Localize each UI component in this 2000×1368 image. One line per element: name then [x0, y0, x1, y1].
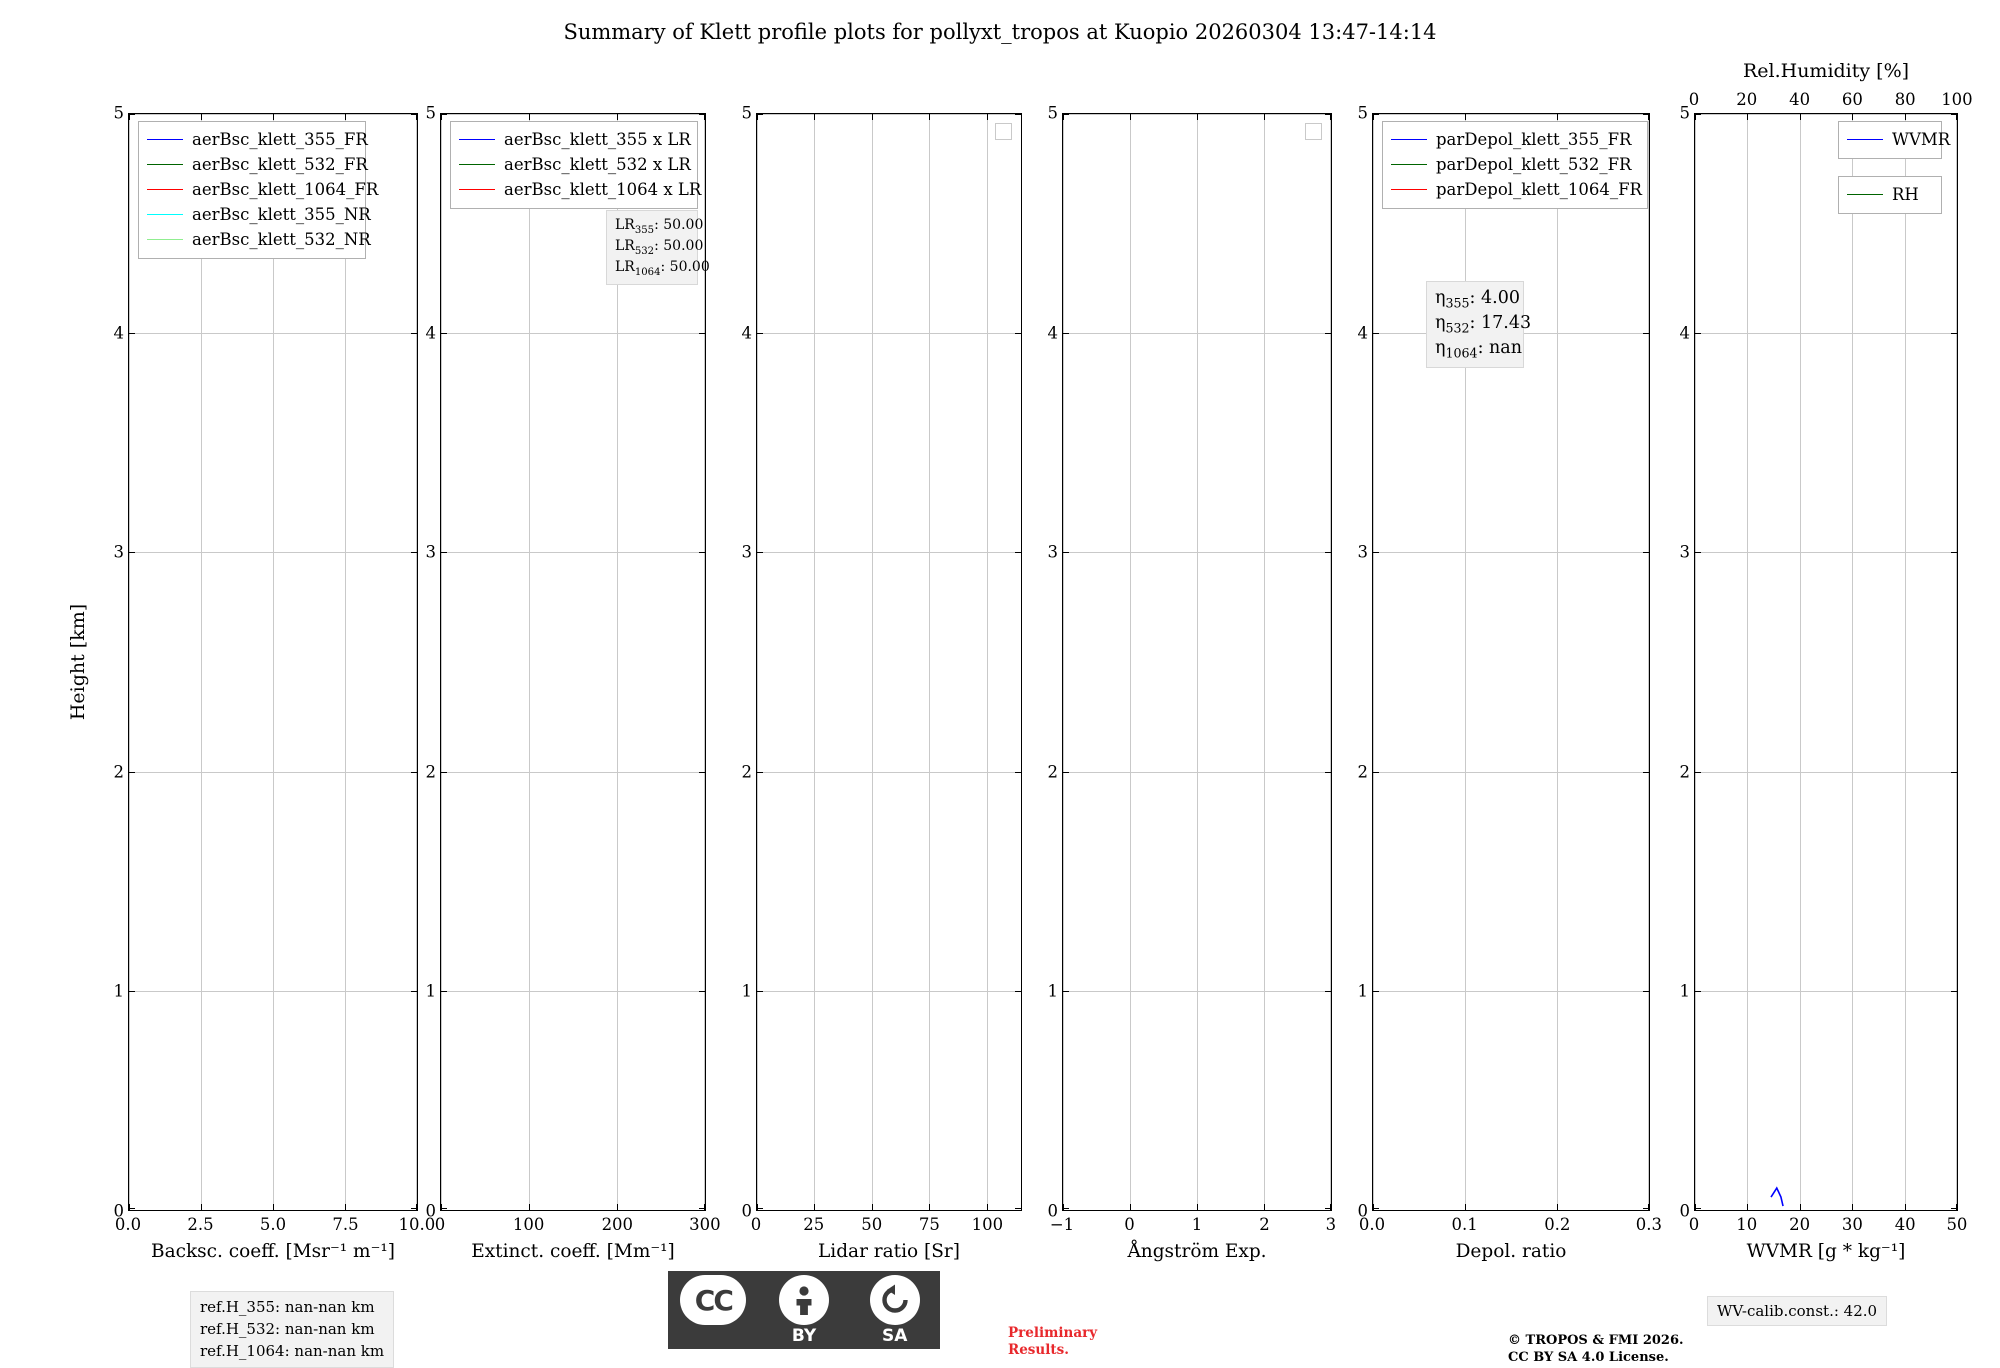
legend-item[interactable] [147, 227, 371, 252]
legend-item[interactable] [1847, 127, 1951, 152]
y-tick-labels: 5 4 3 2 1 0 [425, 103, 436, 1221]
legend-line-icon [1847, 139, 1883, 140]
annotation-line: $LR_{532}$: 50.00 [615, 238, 704, 257]
legend-item[interactable] [1391, 127, 1639, 152]
panel-extinction [425, 103, 721, 1262]
share-alike-icon [870, 1275, 920, 1325]
person-glyph [789, 1283, 819, 1317]
x-tick-labels-extinction: 0 100 200 300 [434, 1215, 721, 1234]
legend-item[interactable] [147, 177, 379, 202]
circular-arrow-glyph [878, 1283, 912, 1317]
legend-item[interactable] [459, 127, 689, 152]
legend-backscatter[interactable] [138, 121, 379, 259]
x-axis-title-lidar-ratio: Lidar ratio [Sr] [818, 1241, 960, 1262]
x-tick-labels-depol-ratio: 0.0 0.1 0.2 0.3 [1358, 1215, 1662, 1234]
legend-line-icon [147, 189, 183, 190]
panel-angstroem [1047, 103, 1337, 1262]
reference-height-box [190, 1291, 394, 1368]
wvmr-series-line [1695, 114, 1957, 1210]
wv-calib-value: WV-calib.const.: 42.0 [1717, 1302, 1878, 1320]
y-tick-labels: 5 4 3 2 1 0 [1047, 103, 1058, 1221]
top-axis-title-rh: Rel.Humidity [%] [1742, 60, 1910, 82]
annotation-line: $\eta_{355}$: 4.00 [1435, 288, 1520, 311]
legend-line-icon [1847, 194, 1883, 195]
y-tick-labels: 5 4 3 2 1 0 [113, 103, 124, 1221]
legend-label: RH [1892, 185, 1919, 204]
x-tick-labels-backscatter: 0.0 2.5 5.0 7.5 10.0 [114, 1215, 436, 1234]
plot-area-depol-ratio[interactable] [1372, 113, 1650, 1211]
copyright-note: © TROPOS & FMI 2026. CC BY SA 4.0 License. [1508, 1333, 1684, 1365]
legend-item[interactable] [147, 152, 368, 177]
legend-label: WVMR [1892, 130, 1951, 149]
cc-mark-cell [668, 1271, 759, 1349]
panel-lidar-ratio [741, 103, 1022, 1262]
panel-wvmr-rh [1679, 60, 1973, 1262]
plot-area-angstroem[interactable] [1062, 113, 1332, 1211]
legend-depol-ratio[interactable] [1382, 121, 1648, 209]
legend-empty-lidar-ratio[interactable] [995, 123, 1012, 140]
person-icon [779, 1275, 829, 1325]
y-tick-labels: 5 4 3 2 1 0 [1679, 103, 1690, 1221]
annotation-line: $\eta_{1064}$: nan [1435, 338, 1523, 361]
annotation-line: $LR_{355}$: 50.00 [615, 217, 704, 236]
legend-line-icon [1391, 139, 1427, 140]
legend-label: aerBsc_klett_355_NR [192, 205, 371, 224]
page-title: Summary of Klett profile plots for pollyxt_tropos at Kuopio 20260304 13:47-14:14 [563, 20, 1437, 44]
legend-label: aerBsc_klett_1064_FR [192, 180, 379, 199]
ref-height-355: ref.H_355: nan-nan km [200, 1298, 375, 1316]
legend-line-icon [459, 164, 495, 165]
legend-item[interactable] [147, 127, 368, 152]
legend-line-icon [147, 214, 183, 215]
y-tick-labels: 5 4 3 2 1 0 [1357, 103, 1368, 1221]
plot-area-backscatter[interactable] [128, 113, 418, 1211]
x-axis-title-extinction: Extinct. coeff. [Mm⁻¹] [471, 1241, 675, 1262]
cc-by-label: BY [791, 1326, 817, 1346]
legend-line-icon [1391, 164, 1427, 165]
legend-label: aerBsc_klett_355 x LR [504, 130, 691, 149]
x-axis-title-backscatter: Backsc. coeff. [Msr⁻¹ m⁻¹] [150, 1241, 395, 1262]
cc-logo-icon: CC [680, 1275, 746, 1325]
legend-item[interactable] [1391, 152, 1639, 177]
legend-line-icon [147, 164, 183, 165]
legend-label: aerBsc_klett_532 x LR [504, 155, 691, 174]
legend-line-icon [459, 189, 495, 190]
annotation-line: $LR_{1064}$: 50.00 [615, 259, 710, 278]
x-axis-title-depol-ratio: Depol. ratio [1455, 1241, 1567, 1262]
y-axis-title: Height [km] [67, 603, 89, 721]
cc-license-badge[interactable] [668, 1271, 940, 1349]
cc-sa-label: SA [881, 1326, 908, 1346]
x-tick-labels-wvmr: 0 10 20 30 40 50 [1688, 1215, 1968, 1234]
legend-item[interactable] [459, 152, 689, 177]
wv-calibration-box [1707, 1296, 1887, 1326]
annotation-eta-values [1426, 281, 1532, 368]
legend-line-icon [147, 239, 183, 240]
legend-item[interactable] [1847, 182, 1933, 207]
legend-item[interactable] [459, 177, 702, 202]
legend-line-icon [1391, 189, 1427, 190]
x-axis-title-wvmr: WVMR [g * kg⁻¹] [1746, 1241, 1906, 1262]
ref-height-1064: ref.H_1064: nan-nan km [200, 1341, 385, 1360]
cc-sa-cell [849, 1271, 940, 1349]
legend-label: aerBsc_klett_355_FR [192, 130, 368, 149]
plot-area-wvmr-rh[interactable] [1694, 113, 1958, 1211]
legend-label: aerBsc_klett_532_FR [192, 155, 368, 174]
legend-item[interactable] [147, 202, 371, 227]
x-axis-title-angstroem: Ångström Exp. [1127, 1241, 1267, 1262]
legend-wvmr[interactable] [1838, 121, 1951, 159]
y-tick-labels: 5 4 3 2 1 0 [741, 103, 752, 1221]
legend-empty-angstroem[interactable] [1305, 123, 1322, 140]
cc-by-cell [759, 1271, 850, 1349]
legend-label: aerBsc_klett_532_NR [192, 230, 371, 249]
legend-extinction[interactable] [450, 121, 702, 209]
legend-rh[interactable] [1838, 176, 1942, 214]
legend-label: aerBsc_klett_1064 x LR [504, 180, 702, 199]
x-tick-labels-lidar-ratio: 0 25 50 75 100 [750, 1215, 1004, 1234]
panel-backscatter [113, 103, 436, 1262]
legend-label: parDepol_klett_1064_FR [1436, 180, 1642, 199]
legend-line-icon [147, 139, 183, 140]
preliminary-results-note: Preliminary Results. [1008, 1325, 1098, 1358]
top-x-tick-labels-rh: 0 20 40 60 80 100 [1688, 90, 1973, 109]
ref-height-532: ref.H_532: nan-nan km [200, 1319, 375, 1338]
x-tick-labels-angstroem: −1 0 1 2 3 [1049, 1215, 1337, 1234]
legend-label: parDepol_klett_355_FR [1436, 130, 1632, 149]
legend-label: parDepol_klett_532_FR [1436, 155, 1632, 174]
legend-item[interactable] [1391, 177, 1642, 202]
plot-area-lidar-ratio[interactable] [756, 113, 1022, 1211]
annotation-line: $\eta_{532}$: 17.43 [1435, 313, 1532, 336]
panel-depol-ratio [1357, 103, 1662, 1262]
annotation-lidar-ratios [606, 210, 710, 285]
legend-line-icon [459, 139, 495, 140]
